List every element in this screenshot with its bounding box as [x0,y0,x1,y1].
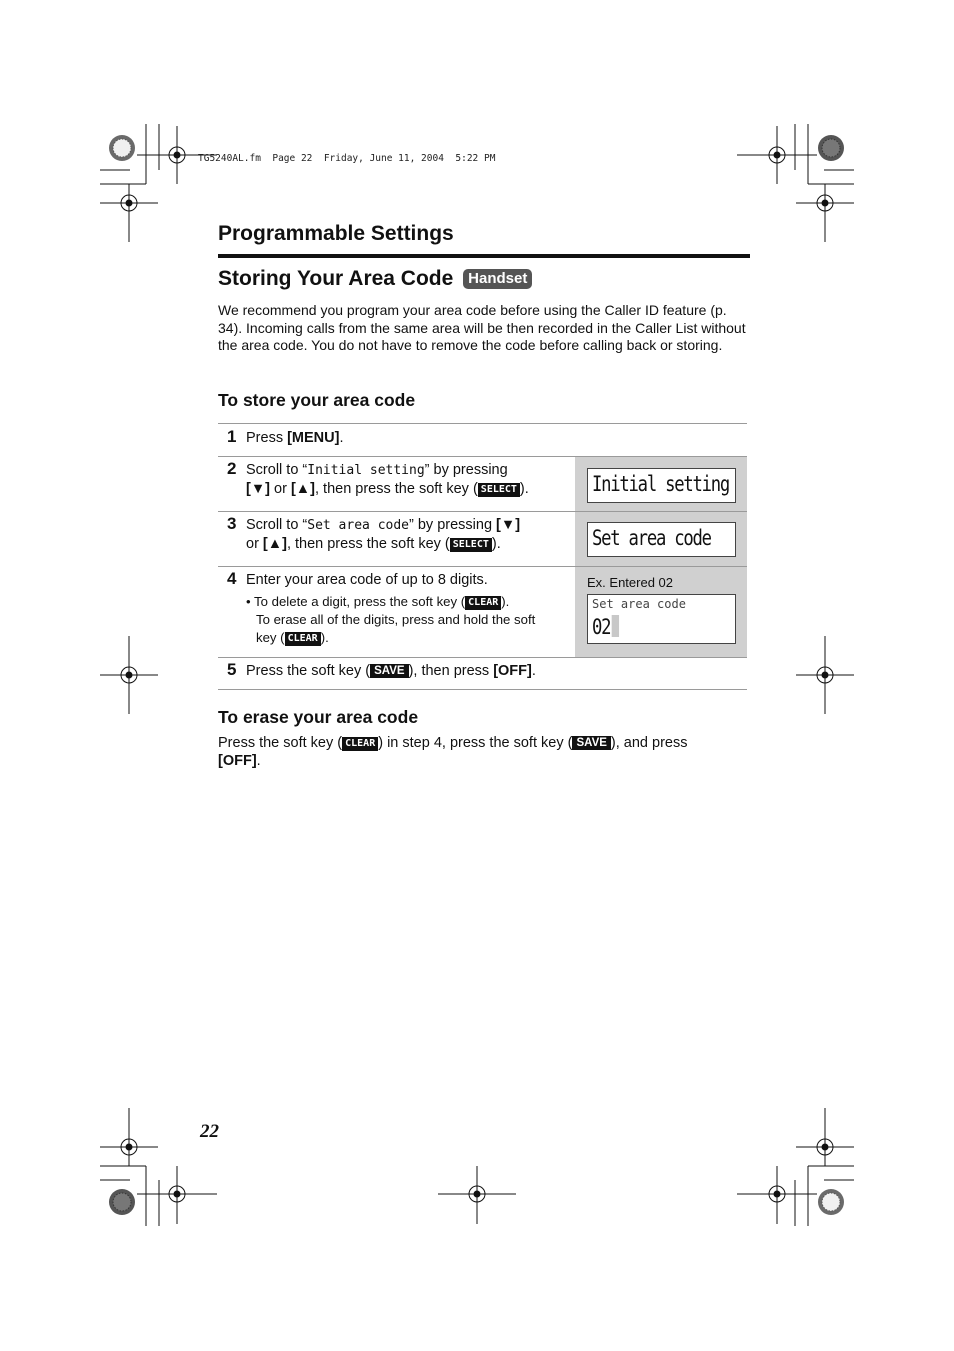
select-softkey: SELECT [450,538,492,552]
lcd-value-line [592,615,619,639]
save-softkey: SAVE [370,664,408,678]
step-2-b: ” by pressing [424,462,508,478]
lcd-display [587,468,736,503]
step-row-2 [218,456,747,511]
intro-text: We recommend you program your area code before using the Caller ID feature (p. 34). Incoming calls from the same area will be then recorded in the Caller List without the area code. You do not have to remove the code before calling back or storing. [218,302,746,354]
step-3-b: ” by pressing [409,517,497,533]
page-heading [218,267,532,291]
step-2-c: , then press the soft key ( [314,481,478,497]
step-5-a: Press the soft key ( [246,663,371,679]
step-number: 4 [227,569,237,588]
menu-item-initial-setting: Initial setting [307,463,425,478]
up-key: [▲] [290,481,315,497]
off-key: [OFF] [493,663,532,679]
step-4-instruction: Enter your area code of up to 8 digits. [246,572,488,588]
bullet-delete-digit [246,593,575,611]
select-softkey: SELECT [478,483,520,497]
bullet-erase-all [246,611,575,647]
erase-b: ) in step 4, press the soft key ( [378,735,573,751]
step-2-a: Scroll to “ [246,462,308,478]
down-key: [▼] [496,517,521,533]
menu-item-set-area-code: Set area code [307,518,409,533]
erase-a: Press the soft key ( [218,735,343,751]
store-heading: To store your area code [218,390,416,410]
lcd-title: Set area code [592,597,686,611]
step-2-text [218,457,575,511]
step-1-press: Press [246,430,288,446]
clear-softkey: CLEAR [342,737,378,751]
erase-c: ), and press [610,735,688,751]
step-3-or: or [246,536,263,552]
step-number: 2 [227,459,237,478]
step-5-b: ), then press [408,663,494,679]
step-2-end: ). [519,481,529,497]
step-1-text [218,424,747,456]
steps-table [218,423,747,690]
down-key: [▼] [246,481,271,497]
bullet-1-text: • To delete a digit, press the soft key ( [246,594,466,609]
step-3-c: , then press the soft key ( [286,536,450,552]
example-label: Ex. Entered 02 [587,575,673,590]
step-4-display-panel [575,567,747,657]
bullet-2-key: key ( [256,630,285,645]
step-row-1 [218,423,747,456]
step-2-display-panel [575,457,747,511]
clear-softkey: CLEAR [285,632,321,646]
step-1-end: . [339,430,344,446]
step-3-end: ). [491,536,501,552]
step-2-or: or [270,481,291,497]
cursor-block [612,615,619,637]
bullet-2-end: ). [320,630,329,645]
erase-end: . [256,753,261,769]
step-number: 5 [227,660,237,679]
up-key: [▲] [262,536,287,552]
step-3-display-panel [575,512,747,566]
handset-badge: Handset [463,269,532,289]
step-5-end: . [531,663,536,679]
lcd-display [587,522,736,557]
step-3-a: Scroll to “ [246,517,308,533]
step-row-4 [218,566,747,657]
lcd-text: Set area code [592,526,711,550]
page-number: 22 [200,1121,219,1142]
lcd-text: Initial setting [592,472,730,496]
menu-key: [MENU] [287,430,340,446]
lcd-value: 02 [592,615,611,639]
step-number: 1 [227,427,237,446]
step-number: 3 [227,514,237,533]
erase-instructions [218,734,748,770]
section-title: Programmable Settings [218,222,454,245]
section-rule [218,254,750,258]
bullet-2-text: To erase all of the digits, press and hold the soft [256,612,536,627]
step-row-3 [218,511,747,566]
step-row-5 [218,657,747,690]
bullet-1-end: ). [501,594,510,609]
lcd-display [587,594,736,644]
step-3-text [218,512,575,566]
page-heading-text: Storing Your Area Code [218,267,454,290]
off-key: [OFF] [218,753,257,769]
save-softkey: SAVE [572,736,610,750]
erase-heading: To erase your area code [218,707,419,727]
step-4-text [218,567,575,657]
file-header: TG5240AL.fm Page 22 Friday, June 11, 2004 5:22 PM [198,153,496,164]
clear-softkey: CLEAR [465,596,501,610]
step-5-text [218,658,747,689]
